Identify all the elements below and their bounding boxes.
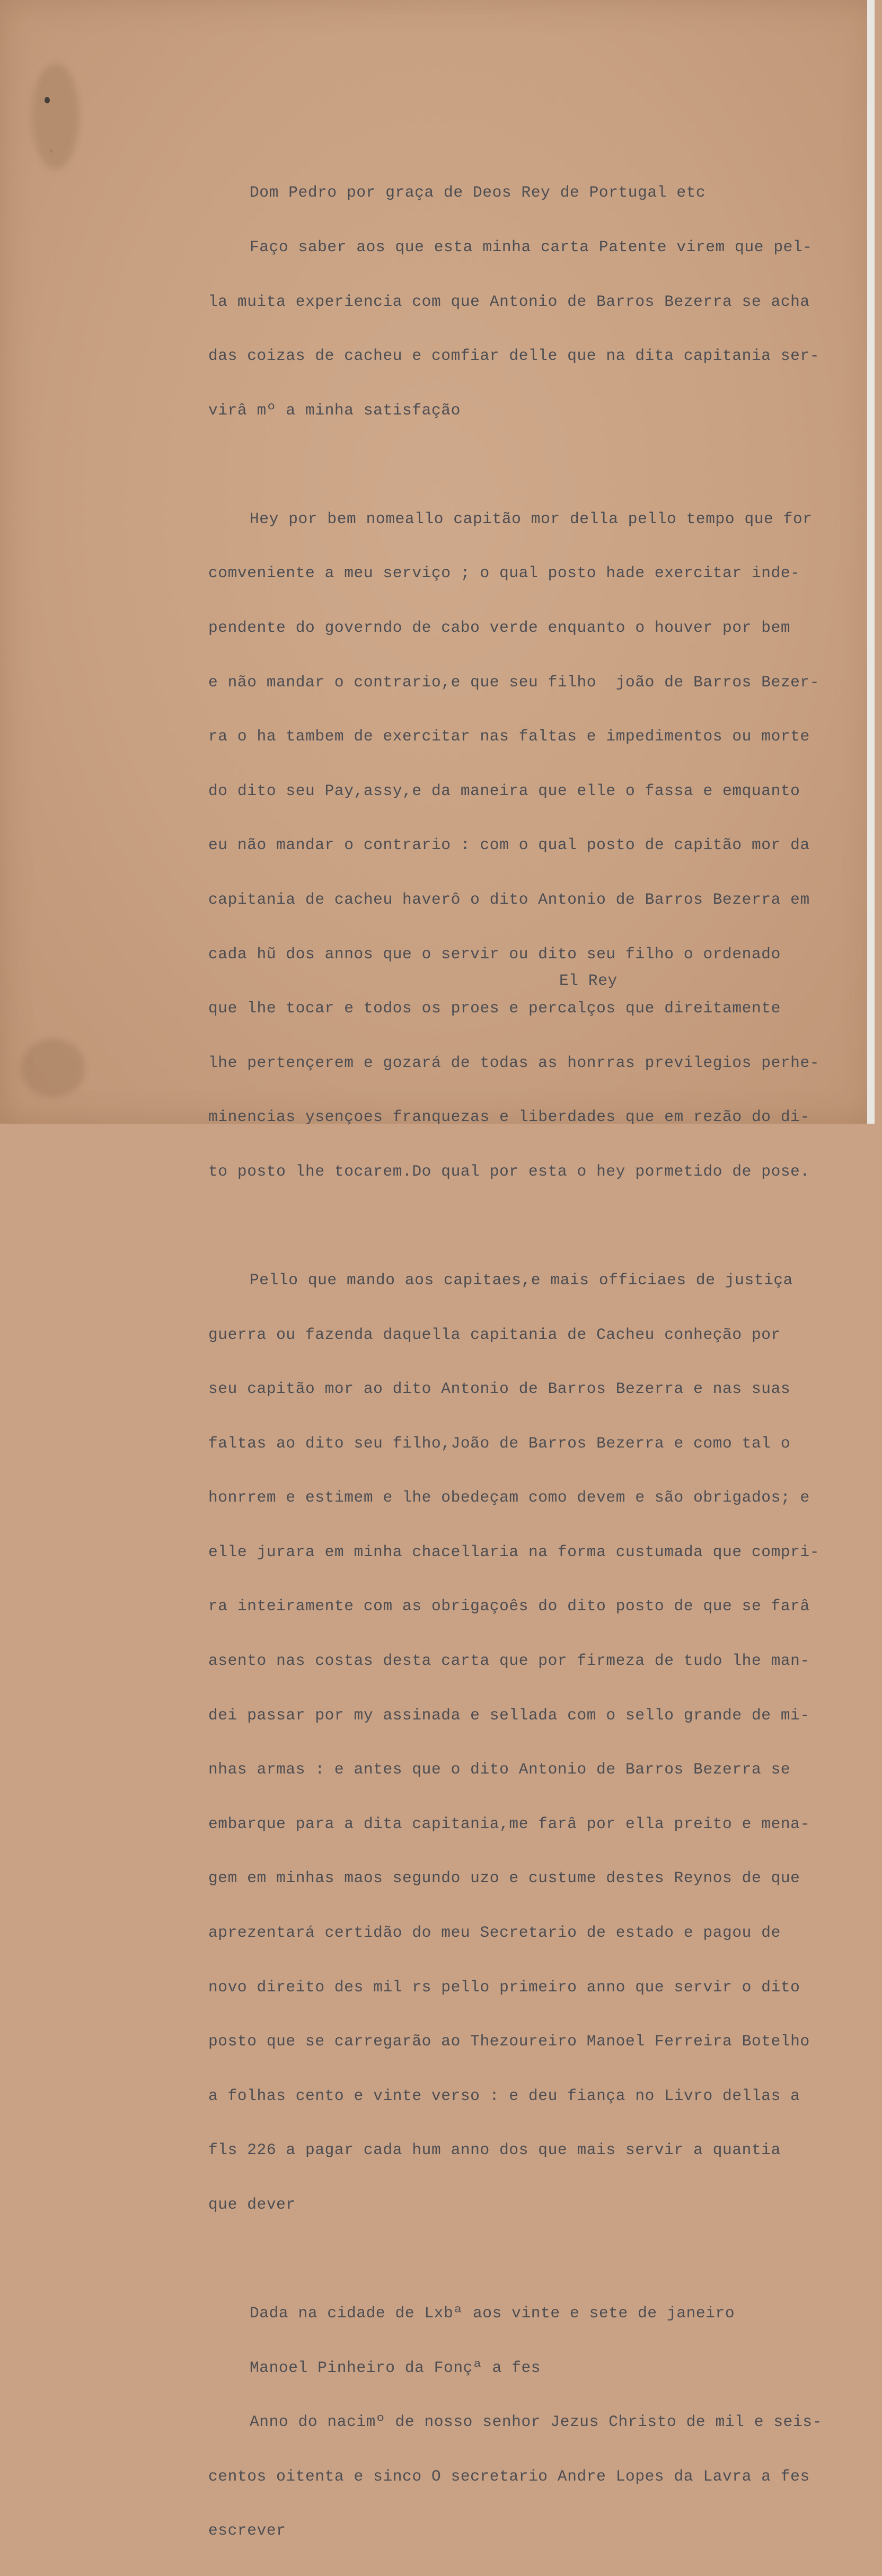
text-line: virâ mº a minha satisfação bbox=[208, 401, 461, 419]
page-edge bbox=[867, 0, 875, 1124]
text-line: seu capitão mor ao dito Antonio de Barros Bezerra e nas suas bbox=[208, 1380, 791, 1398]
text-line: embarque para a dita capitania,me farâ por ella preito e mena- bbox=[208, 1814, 810, 1833]
text-line: Hey por bem nomeallo capitão mor della pello tempo que for bbox=[250, 509, 813, 528]
text-line: minencias ysençoes franquezas e liberdades que em rezão do di- bbox=[208, 1108, 810, 1126]
text-line: asento nas costas desta carta que por firmeza de tudo lhe man- bbox=[208, 1652, 810, 1670]
text-line: nhas armas : e antes que o dito Antonio de Barros Bezerra se bbox=[208, 1760, 791, 1779]
signature: El Rey bbox=[559, 972, 618, 990]
text-line: pendente do governdo de cabo verde enquanto o houver por bem bbox=[208, 618, 791, 637]
text-line: capitania de cacheu haverô o dito Antonio de Barros Bezerra em bbox=[208, 890, 810, 908]
text-line: guerra ou fazenda daquella capitania de Cacheu conheção por bbox=[208, 1325, 781, 1344]
text-line: que lhe tocar e todos os proes e percalços que direitamente bbox=[208, 999, 781, 1018]
text-line: Faço saber aos que esta minha carta Patente virem que pel- bbox=[250, 238, 813, 256]
text-line: lhe pertençerem e gozará de todas as honrras previlegios perhe- bbox=[208, 1053, 820, 1072]
text-line: novo direito des mil rs pello primeiro anno que servir o dito bbox=[208, 1978, 800, 1996]
text-line: faltas ao dito seu filho,João de Barros Bezerra e como tal o bbox=[208, 1434, 791, 1452]
document-text bbox=[208, 147, 866, 2576]
text-line: das coizas de cacheu e comfiar delle que na dita capitania ser- bbox=[208, 347, 820, 365]
text-line: comveniente a meu serviço ; o qual posto hade exercitar inde- bbox=[208, 564, 800, 583]
text-line: honrrem e estimem e lhe obedeçam como devem e são obrigados; e bbox=[208, 1488, 810, 1507]
text-line: cada hũ dos annos que o servir ou dito seu filho o ordenado bbox=[208, 945, 781, 963]
text-line: que dever bbox=[208, 2195, 296, 2213]
heading-line: Dom Pedro por graça de Deos Rey de Portugal etc bbox=[250, 183, 706, 202]
text-line: Dada na cidade de Lxbª aos vinte e sete de janeiro bbox=[250, 2304, 735, 2322]
text-line: to posto lhe tocarem.Do qual por esta o hey pormetido de pose. bbox=[208, 1162, 810, 1180]
text-line: escrever bbox=[208, 2521, 286, 2540]
text-line: ra inteiramente com as obrigaçoês do dito posto de que se farâ bbox=[208, 1597, 810, 1616]
text-line: eu não mandar o contrario : com o qual posto de capitão mor da bbox=[208, 836, 810, 854]
text-line: centos oitenta e sinco O secretario Andre Lopes da Lavra a fes bbox=[208, 2467, 810, 2485]
text-line: ra o ha tambem de exercitar nas faltas e impedimentos ou morte bbox=[208, 727, 810, 746]
stain bbox=[21, 1039, 85, 1097]
text-line: posto que se carregarão ao Thezoureiro Manoel Ferreira Botelho bbox=[208, 2032, 810, 2051]
text-line: aprezentará certidão do meu Secretario de estado e pagou de bbox=[208, 1924, 781, 1942]
text-line: Pello que mando aos capitaes,e mais officiaes de justiça bbox=[250, 1271, 793, 1289]
text-line: e não mandar o contrario,e que seu filho joão de Barros Bezer- bbox=[208, 673, 820, 691]
text-line: Anno do nacimº de nosso senhor Jezus Christo de mil e seis- bbox=[250, 2413, 822, 2431]
text-line: do dito seu Pay,assy,e da maneira que elle o fassa e emquanto bbox=[208, 781, 800, 800]
text-line: a folhas cento e vinte verso : e deu fiança no Livro dellas a bbox=[208, 2086, 800, 2105]
text-line: la muita experiencia com que Antonio de Barros Bezerra se acha bbox=[208, 292, 810, 311]
text-line: elle jurara em minha chacellaria na forma custumada que compri- bbox=[208, 1542, 820, 1561]
text-line: fls 226 a pagar cada hum anno dos que mais servir a quantia bbox=[208, 2141, 781, 2159]
stain bbox=[32, 64, 80, 170]
text-line: gem em minhas maos segundo uzo e custume destes Reynos de que bbox=[208, 1869, 800, 1887]
text-line: dei passar por my assinada e sellada com o sello grande de mi- bbox=[208, 1706, 810, 1724]
text-line: Manoel Pinheiro da Fonçª a fes bbox=[250, 2358, 541, 2377]
